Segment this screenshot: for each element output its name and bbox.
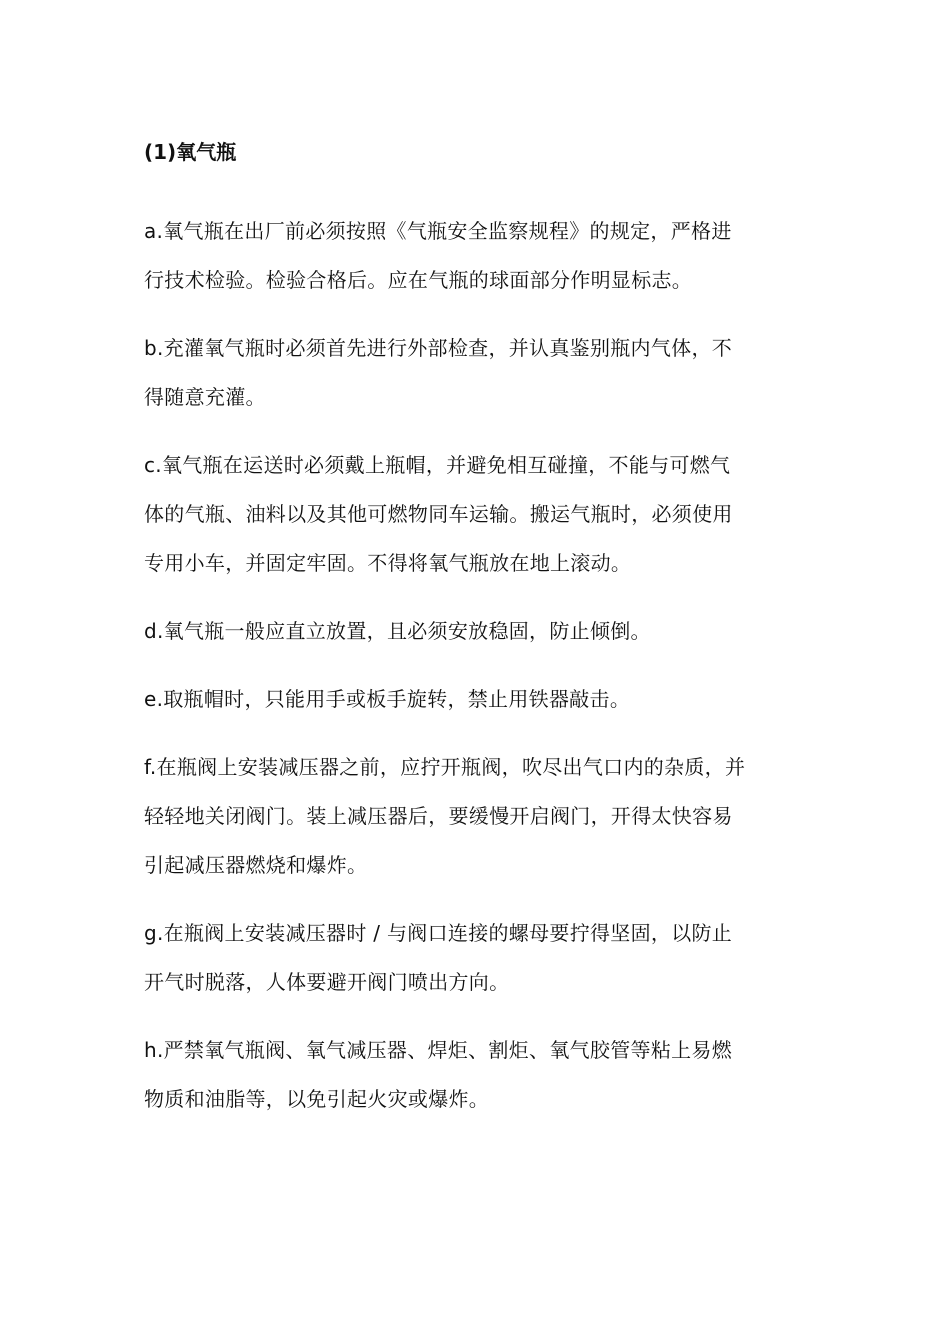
- paragraph-line: f.在瓶阀上安装减压器之前，应拧开瓶阀，吹尽出气口内的杂质，并: [144, 755, 746, 779]
- paragraph-line: 行技术检验。检验合格后。应在气瓶的球面部分作明显标志。: [144, 268, 693, 292]
- paragraph-d: [144, 607, 809, 656]
- paragraph-line: h.严禁氧气瓶阀、氧气减压器、焊炬、割炬、氧气胶管等粘上易燃: [144, 1038, 733, 1062]
- paragraph-f: [144, 743, 809, 890]
- paragraph-line: 得随意充灌。: [144, 385, 266, 409]
- paragraph-a: [144, 207, 809, 305]
- paragraph-e: [144, 675, 809, 724]
- paragraph-g: [144, 909, 809, 1007]
- document-body: [144, 135, 809, 1143]
- paragraph-line: a.氧气瓶在出厂前必须按照《气瓶安全监察规程》的规定，严格进: [144, 219, 732, 243]
- paragraph-line: 物质和油脂等，以免引起火灾或爆炸。: [144, 1087, 490, 1111]
- paragraph-h: [144, 1026, 809, 1124]
- paragraph-line: 体的气瓶、油料以及其他可燃物同车运输。搬运气瓶时，必须使用: [144, 502, 733, 526]
- paragraph-line: e.取瓶帽时，只能用手或板手旋转，禁止用铁器敲击。: [144, 687, 631, 711]
- paragraph-line: 专用小车，并固定牢固。不得将氧气瓶放在地上滚动。: [144, 551, 632, 575]
- paragraph-line: d.氧气瓶一般应直立放置，且必须安放稳固，防止倾倒。: [144, 619, 651, 643]
- paragraph-b: [144, 324, 809, 422]
- paragraph-c: [144, 441, 809, 588]
- paragraph-line: 引起减压器燃烧和爆炸。: [144, 853, 368, 877]
- section-heading: (1)氧气瓶: [144, 140, 237, 164]
- paragraph-line: 轻轻地关闭阀门。装上减压器后，要缓慢开启阀门，开得太快容易: [144, 804, 733, 828]
- paragraph-line: 开气时脱落，人体要避开阀门喷出方向。: [144, 970, 510, 994]
- paragraph-line: g.在瓶阀上安装减压器时 / 与阀口连接的螺母要拧得坚固，以防止: [144, 921, 733, 945]
- paragraph-line: b.充灌氧气瓶时必须首先进行外部检查，并认真鉴别瓶内气体，不: [144, 336, 733, 360]
- paragraph-line: c.氧气瓶在运送时必须戴上瓶帽，并避免相互碰撞，不能与可燃气: [144, 453, 731, 477]
